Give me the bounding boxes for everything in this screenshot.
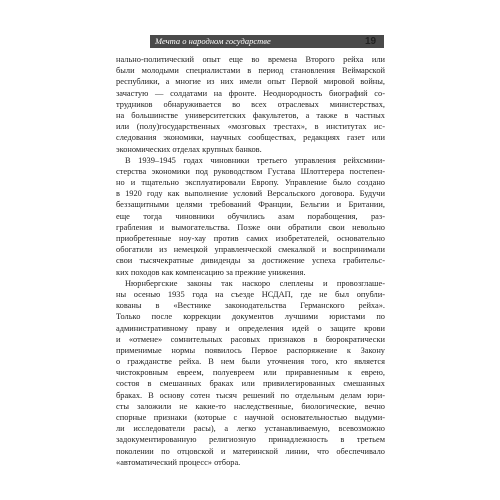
text-line: грабления и вымогательства. Позже они обратили свои невольно bbox=[116, 222, 385, 232]
text-line: беззащитными целями требований Франции, Бельгии и Британии, bbox=[116, 200, 385, 210]
text-line: были молодыми специалистами в период становления Веймарской bbox=[116, 66, 385, 76]
text-line: ли исследователи расы), а легко устанавливаемую, всевозможно bbox=[116, 424, 385, 434]
paragraph bbox=[116, 155, 385, 278]
running-header bbox=[150, 35, 384, 48]
text-line: экономических отделах крупных банков. bbox=[116, 144, 262, 154]
text-line: чистокровным евреем, полуевреем или приравненным к еврею, bbox=[116, 368, 385, 378]
text-line: на большинстве университетских факультетов, а также в частных bbox=[116, 110, 385, 120]
text-line: приобретенные ноу-хау против самих изобретателей, основательно bbox=[116, 234, 385, 243]
text-line: еще тогда чиновники обучились азам порабощения, раз- bbox=[116, 211, 385, 221]
text-line: применимые нормы появилось Первое распоряжение к Закону bbox=[116, 345, 385, 355]
text-line: стерства экономики под руководством Густава Шлоттерера постепен- bbox=[116, 166, 385, 176]
paragraph bbox=[116, 54, 385, 155]
running-title: Мечта о народном государстве bbox=[155, 36, 271, 46]
text-line: административному праву и определения идей о защите крови bbox=[116, 323, 385, 333]
text-line: обогатили из немецкой управленческой смекалкой и воспринимали bbox=[116, 245, 385, 255]
text-line: спорные признаки (которые с научной основательностью выдуми- bbox=[116, 413, 385, 422]
text-line: но и тщательно эксплуатировали Европу. Управление было создано bbox=[116, 178, 385, 188]
text-line: и «отмене» сомнительных расовых признаков в бюрократически bbox=[116, 334, 385, 344]
text-line: свои тысячекратные дивиденды за достижение успеха грабительс- bbox=[116, 256, 385, 266]
text-line: состоя в смешанных браках или привилегированных смешанных bbox=[116, 379, 385, 389]
text-line: «автоматический процесс» отбора. bbox=[116, 457, 241, 467]
text-line: сты заложили не какие-то наследственные, биологические, вечно bbox=[116, 401, 385, 411]
text-line: о гражданстве рейха. В нем были уточнения того, кто является bbox=[116, 357, 385, 367]
text-line: трудников обнаруживается во всех отраслевых министерствах, bbox=[116, 99, 385, 109]
text-line: Нюрнбергские законы так наскоро слеплены и провозглаше- bbox=[125, 278, 385, 288]
text-line: задокументированную религиозную принадлежность в третьем bbox=[116, 435, 385, 445]
text-line: поколении по отцовской и материнской линии, что обеспечивало bbox=[116, 446, 385, 456]
text-line: ких походов как компенсацию за прежние унижения. bbox=[116, 267, 306, 277]
page-number: 19 bbox=[364, 36, 377, 47]
paragraph bbox=[116, 278, 385, 468]
text-line: кованы в «Вестнике законодательства Германского рейха». bbox=[116, 301, 385, 311]
text-line: В 1939–1945 годах чиновники третьего управления рейхсмини- bbox=[125, 155, 385, 165]
text-line: следования экономики, научных сообществах, редакциях газет или bbox=[116, 133, 385, 143]
text-line: Только после коррекции документов лучшими юристами по bbox=[116, 312, 385, 322]
text-line: зачастую — солдатами на фронте. Неоднородность биографий со- bbox=[116, 88, 385, 98]
text-line: нально-политический опыт еще во времена Второго рейха или bbox=[116, 55, 385, 64]
text-line: или (полу)государственных «мозговых трестах», в институтах ис- bbox=[116, 122, 385, 132]
text-line: браках. В основу сотен тысяч решений по отдельным делам юри- bbox=[116, 390, 385, 400]
text-line: республики, а многие из них имели опыт Первой мировой войны, bbox=[116, 77, 385, 87]
body-text bbox=[116, 54, 385, 468]
text-line: в 1920 году как выполнение условий Версальского договора. Будучи bbox=[116, 189, 385, 199]
text-line: ны осенью 1935 года на съезде НСДАП, где не был опубли- bbox=[116, 289, 385, 299]
